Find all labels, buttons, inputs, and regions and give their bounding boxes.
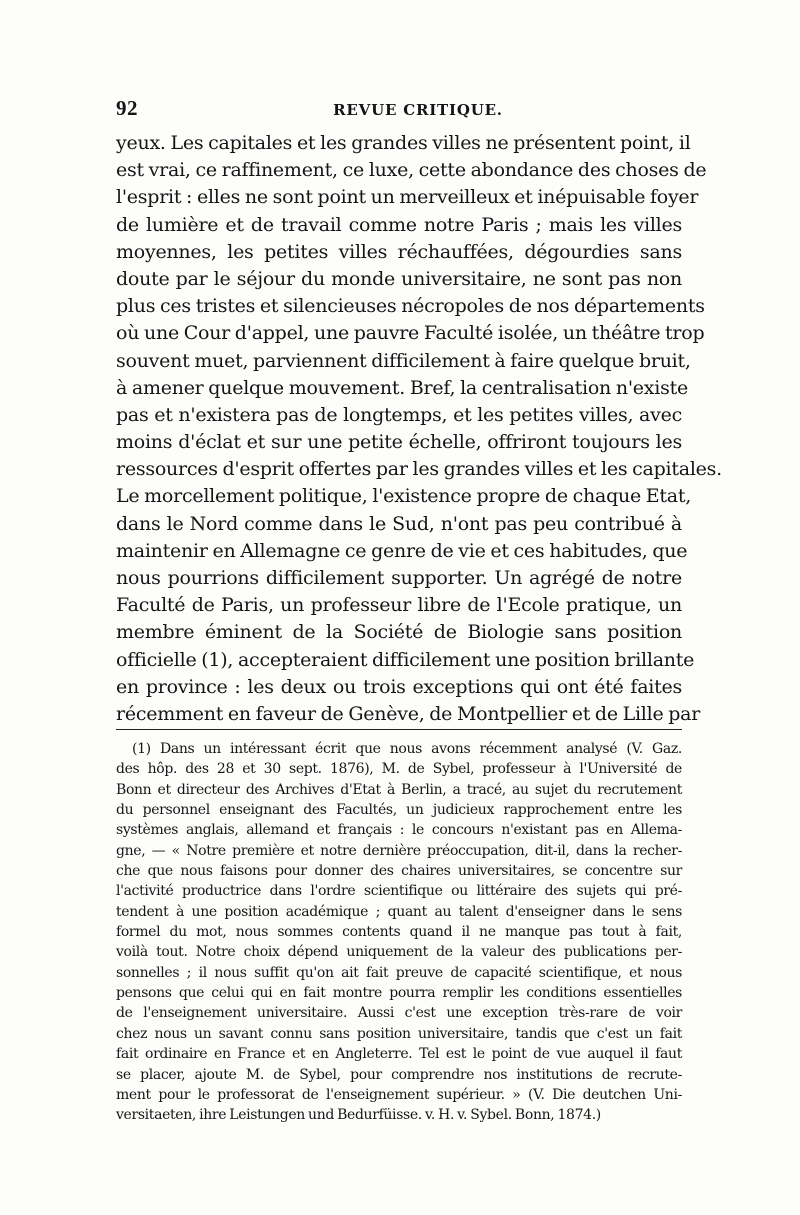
footnote-line: des hôp. des 28 et 30 sept. 1876), M. de Sybel, professeur à l'Université de	[116, 761, 682, 778]
footnote-line: sonnelles ; il nous suffit qu'on ait fait preuve de capacité scientifique, et nous	[116, 964, 682, 981]
text-line: est vrai, ce raffinement, ce luxe, cette abondance des choses de	[116, 159, 707, 182]
text-line: nous pourrions difficilement supporter. Un agrégé de notre	[116, 567, 682, 589]
text-line: en province : les deux ou trois exceptions qui ont été faites	[116, 675, 682, 698]
footnote-line: ment pour le professorat de l'enseignement supérieur. » (V. Die deutchen Uni-	[116, 1086, 682, 1103]
footnote-line: du personnel enseignant des Facultés, un judicieux rapprochement entre les	[116, 802, 682, 819]
footnote-line: gne, — « Notre première et notre dernière préoccupation, dit-il, dans la recher-	[116, 842, 682, 859]
text-line: Faculté de Paris, un professeur libre de l'Ecole pratique, un	[116, 594, 682, 617]
text-line: pas et n'existera pas de longtemps, et les petites villes, avec	[116, 403, 682, 426]
text-line: où une Cour d'appel, une pauvre Faculté isolée, un théâtre trop	[116, 322, 705, 345]
footnote-separator	[116, 729, 682, 730]
footnote-line: tendent à une position académique ; quant au talent d'enseigner dans le sens	[116, 903, 682, 920]
text-line: de lumière et de travail comme notre Paris ; mais les villes	[116, 213, 682, 236]
footnote-line: de l'enseignement universitaire. Aussi c'est une exception très-rare de voir	[116, 1005, 682, 1022]
footnote-line: systèmes anglais, allemand et français : le concours n'existant pas en Allema-	[116, 822, 682, 839]
footnote-line: versitaeten, ihre Leistungen und Bedurfüisse. v. H. v. Sybel. Bonn, 1874.)	[116, 1107, 601, 1124]
running-title: REVUE CRITIQUE.	[333, 101, 503, 119]
text-line: yeux. Les capitales et les grandes villes ne présentent point, il	[116, 132, 691, 154]
text-line: doute par le séjour du monde universitaire, ne sont pas non	[116, 267, 682, 290]
footnote-line: l'activité productrice dans l'ordre scientifique ou littéraire des sujets qui pré-	[116, 883, 682, 900]
main-text	[116, 130, 722, 728]
text-line: moins d'éclat et sur une petite échelle, offriront toujours les	[116, 431, 682, 454]
footnote-line: che que nous faisons pour donner des chaires universitaires, se concentre sur	[116, 863, 682, 880]
text-line: ressources d'esprit offertes par les grandes villes et les capitales.	[116, 458, 722, 481]
footnote-line: voilà tout. Notre choix dépend uniquement de la valeur des publications per-	[116, 944, 682, 961]
footnote-line: Bonn et directeur des Archives d'Etat à Berlin, a tracé, au sujet du recrutement	[116, 781, 682, 798]
text-line: moyennes, les petites villes réchauffées, dégourdies sans	[116, 240, 682, 263]
page-header	[116, 96, 686, 126]
page-number: 92	[116, 96, 138, 120]
text-line: l'esprit : elles ne sont point un merveilleux et inépuisable foyer	[116, 186, 699, 209]
text-line: à amener quelque mouvement. Bref, la centralisation n'existe	[116, 376, 688, 399]
footnote-line: formel du mot, nous sommes contents quand il ne manque pas tout à fait,	[116, 924, 682, 941]
footnote-line: se placer, ajoute M. de Sybel, pour comprendre nos institutions de recrute-	[116, 1066, 682, 1083]
text-line: maintenir en Allemagne ce genre de vie et ces habitudes, que	[116, 539, 688, 562]
text-line: officielle (1), accepteraient difficilement une position brillante	[116, 648, 695, 671]
text-line: membre éminent de la Société de Biologie sans position	[116, 621, 682, 644]
text-line: souvent muet, parviennent difficilement à faire quelque bruit,	[116, 349, 691, 372]
text-line: dans le Nord comme dans le Sud, n'ont pas peu contribué à	[116, 512, 682, 535]
text-line: Le morcellement politique, l'existence propre de chaque Etat,	[116, 485, 692, 508]
footnote	[116, 739, 682, 1126]
footnote-line: fait ordinaire en France et en Angleterre. Tel est le point de vue auquel il faut	[116, 1046, 682, 1063]
text-line: récemment en faveur de Genève, de Montpellier et de Lille par	[116, 702, 701, 725]
footnote-line: pensons que celui qui en fait montre pourra remplir les conditions essentielles	[116, 985, 682, 1002]
footnote-line: chez nous un savant connu sans position universitaire, tandis que c'est un fait	[116, 1025, 682, 1042]
footnote-line: (1) Dans un intéressant écrit que nous avons récemment analysé (V. Gaz.	[132, 741, 682, 757]
text-line: plus ces tristes et silencieuses nécropoles de nos départements	[116, 295, 705, 318]
